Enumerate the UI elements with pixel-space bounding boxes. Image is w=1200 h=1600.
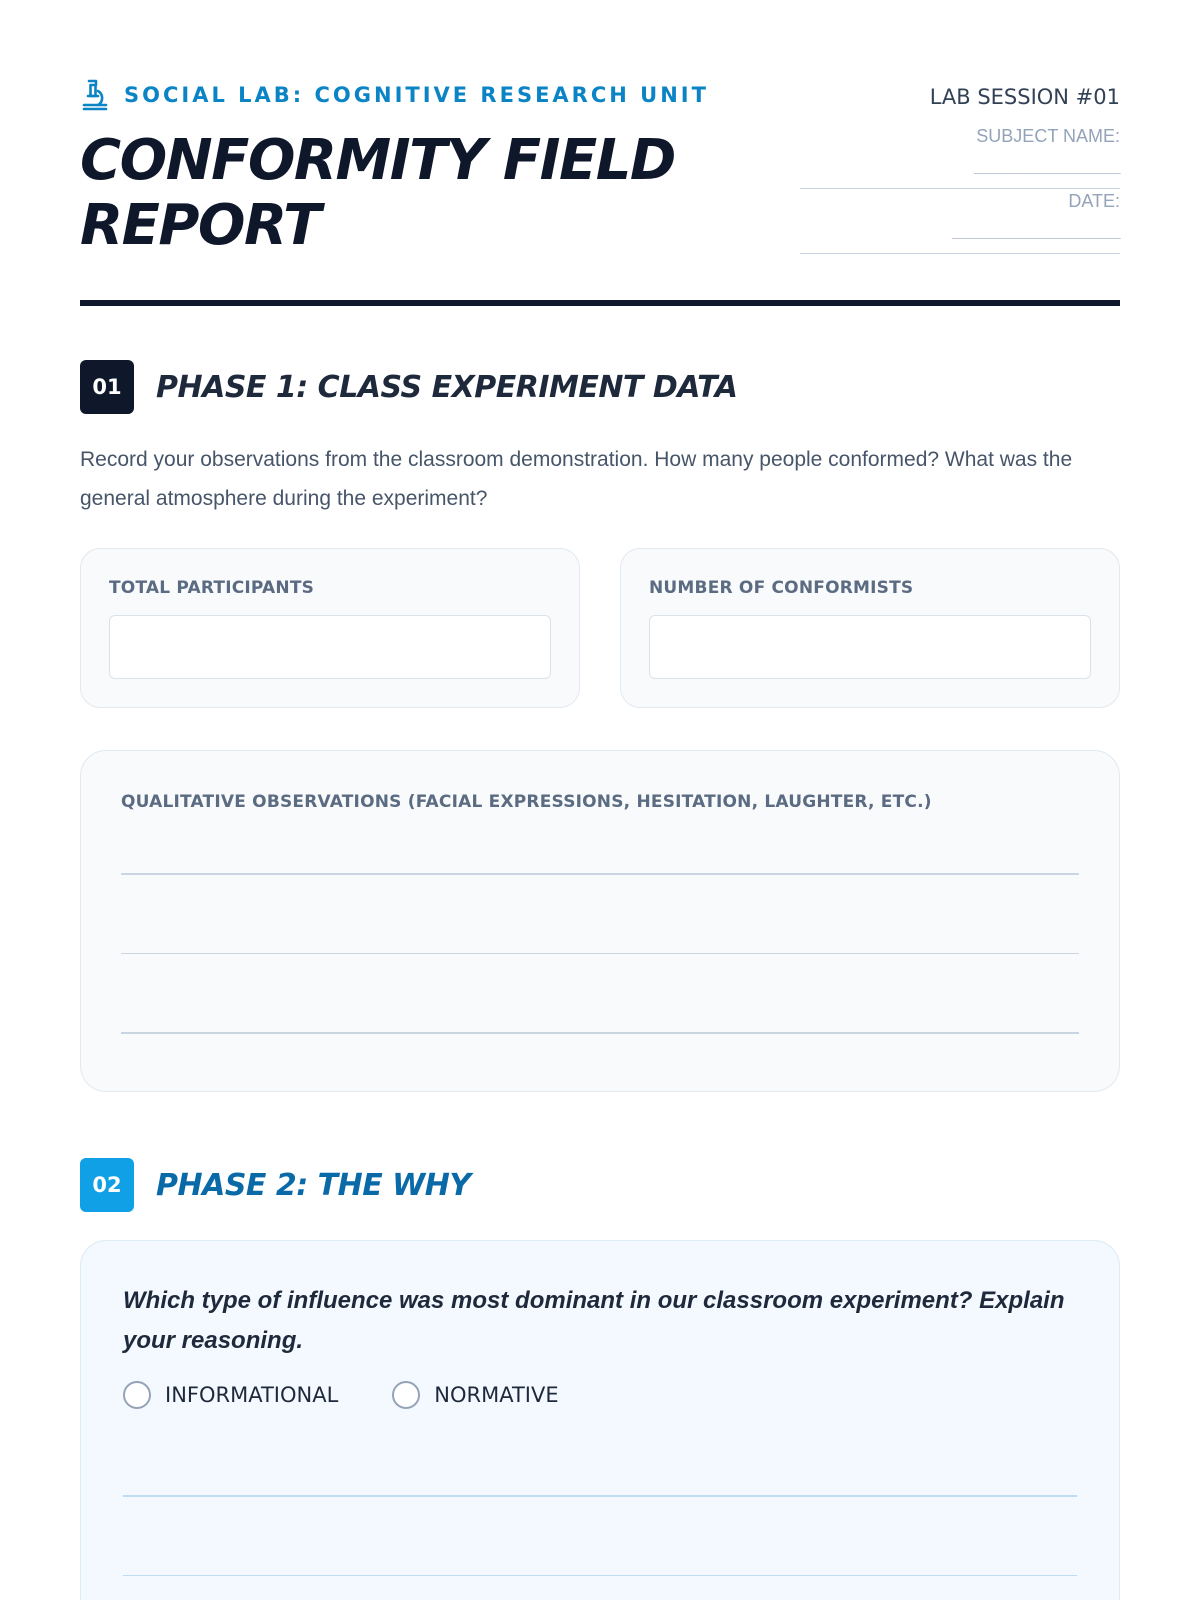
phase-1-header: [80, 360, 1120, 414]
observations-writing-area[interactable]: [121, 873, 1079, 1034]
session-meta: [800, 84, 1120, 254]
option-informational-label: INFORMATIONAL: [165, 1383, 339, 1407]
influence-question-card: [80, 1240, 1120, 1600]
conformists-card: [620, 548, 1120, 708]
phase-1-section: [80, 360, 1120, 1092]
phase-2-header: [80, 1158, 1120, 1212]
date-label: DATE:: [1068, 191, 1120, 211]
radio-informational[interactable]: [123, 1381, 151, 1409]
brand-text: SOCIAL LAB: COGNITIVE RESEARCH UNIT: [124, 83, 709, 107]
microscope-icon: [80, 78, 110, 112]
subject-name-blank: ____________________: [974, 158, 1120, 174]
option-normative[interactable]: [392, 1381, 558, 1409]
brand-line: [80, 78, 709, 112]
option-normative-label: NORMATIVE: [434, 1383, 559, 1407]
total-participants-label: TOTAL PARTICIPANTS: [109, 578, 315, 598]
phase-2-title: PHASE 2: THE WHY: [156, 1167, 471, 1203]
influence-options: [123, 1377, 1077, 1413]
observations-card: [80, 750, 1120, 1092]
phase-1-stats: [80, 548, 1120, 708]
header-divider: [80, 300, 1120, 306]
date-field[interactable]: [800, 189, 1120, 254]
total-participants-card: [80, 548, 580, 708]
subject-name-label: SUBJECT NAME:: [976, 126, 1120, 146]
writing-line: [123, 1495, 1077, 1497]
report-header: [80, 0, 1120, 308]
observations-label: QUALITATIVE OBSERVATIONS (FACIAL EXPRESSIONS, HESITATION, LAUGHTER, ETC.): [121, 792, 932, 812]
writing-line: [121, 953, 1079, 955]
phase-1-title: PHASE 1: CLASS EXPERIMENT DATA: [156, 369, 738, 405]
writing-line: [121, 1032, 1079, 1034]
writing-line: [123, 1575, 1077, 1577]
phase-2-section: [80, 1158, 1120, 1600]
total-participants-input[interactable]: [109, 615, 551, 679]
influence-question: Which type of influence was most dominant in our classroom experiment? Explain your reasoning.: [123, 1287, 1065, 1354]
conformists-input[interactable]: [649, 615, 1091, 679]
page-title: CONFORMITY FIELD REPORT: [80, 128, 675, 258]
option-informational[interactable]: [123, 1381, 338, 1409]
writing-line: [121, 873, 1079, 875]
session-label: LAB SESSION #01: [929, 85, 1120, 109]
date-blank: _______________________: [952, 223, 1120, 239]
phase-2-number-badge: 02: [80, 1158, 134, 1212]
subject-name-field[interactable]: [800, 124, 1120, 189]
radio-normative[interactable]: [392, 1381, 420, 1409]
phase-1-instructions: Record your observations from the classroom demonstration. How many people conformed? What was the general atmosphere during the experiment?: [80, 448, 1073, 510]
phase-1-number-badge: 01: [80, 360, 134, 414]
reasoning-writing-area[interactable]: [123, 1495, 1077, 1576]
conformists-label: NUMBER OF CONFORMISTS: [649, 578, 914, 598]
